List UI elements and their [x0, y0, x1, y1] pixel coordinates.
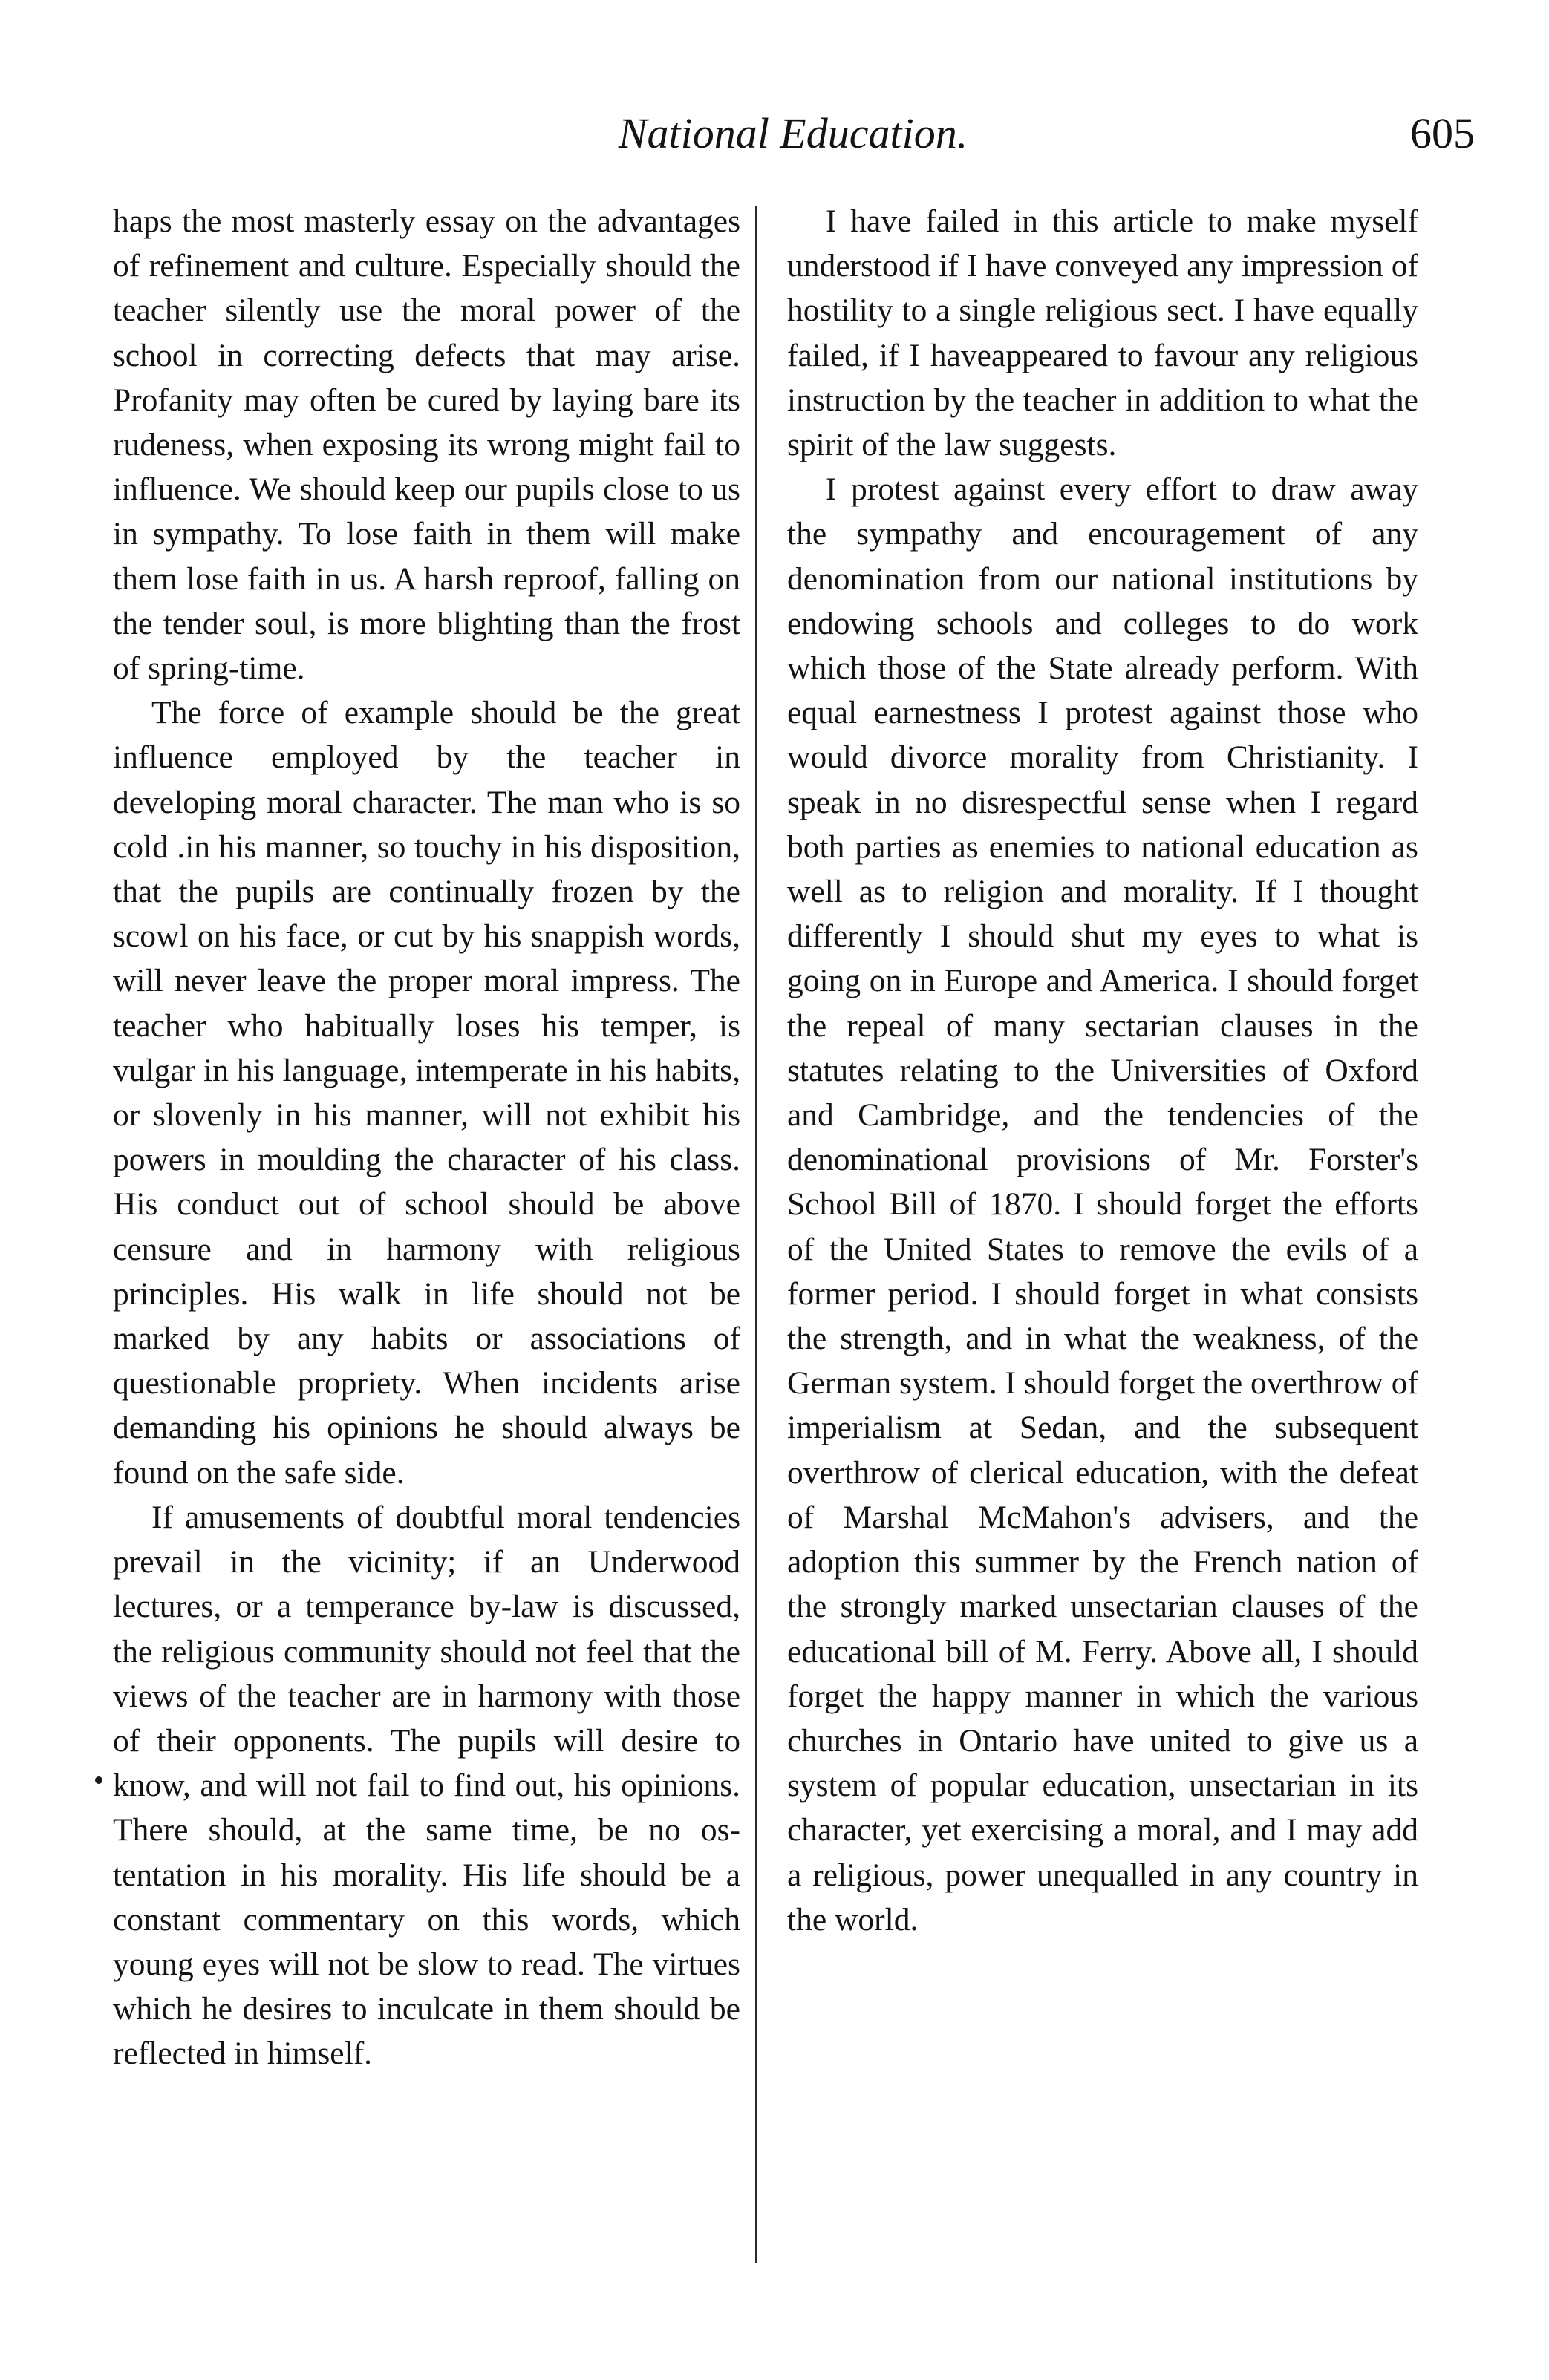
right-paragraph-1: I have failed in this article to make myself understood if I have conveyed any impression of hostility to a single religious sect. I have equally failed, if I haveappeared to favour any religious instruction by the teacher in addition to what the spirit of the law suggests.: [787, 203, 1418, 463]
right-paragraph-2: I protest against every effort to draw away the sympathy and encouragement of any denomination from our national institutions by endowing schools and colleges to do work which those of the State already perform. With equal earnestness I protest against those who would divorce morality from Christianity. I speak in no disrespectful sense when I regard both parties as enemies to national education as well as to religion and morality. If I thought differently I should shut my eyes to what is going on in Europe and America. I should forget the repeal of many sectarian clauses in the statutes relating to the Universities of Oxford and Cambridge, and the tendencies of the denominational provisions of Mr. Forster's School Bill of 1870. I should forget the efforts of the United States to remove the evils of a former period. I should forget in what consists the strength, and in what the weakness, of the German system. I should forget the overthrow of imperialism at Sedan, and the subsequent overthrow of clerical education, with the defeat of Marshal McMahon's advisers, and the adoption this summer by the French nation of the strongly marked unsectarian clauses of the educational bill of M. Ferry. Above all, I should forget the happy manner in which the various churches in Ontario have united to give us a system of popular education, unsectarian in its character, yet exercising a moral, and I may add a religious, power unequalled in any country in the world.: [787, 471, 1418, 1938]
left-paragraph-3: If amusements of doubtful moral tendencies prevail in the vicinity; if an Underwood lectures, or a temperance by-law is discussed, the religious community should not feel that the views of the teacher are in harmony with those of their opponents. The pupils will desire to know, and will not fail to find out, his opinions. There should, at the same time, be no ostentation in his morality. His life should be a constant commentary on this words, which young eyes will not be slow to read. The virtues which he desires to inculcate in them should be reflected in himself.: [113, 1499, 740, 2072]
left-paragraph-1: haps the most masterly essay on the advantages of refinement and culture. Especially should the teacher silently use the moral power of the school in correcting defects that may arise. Profanity may often be cured by laying bare its rudeness, when exposing its wrong might fail to influence. We should keep our pupils close to us in sympathy. To lose faith in them will make them lose faith in us. A harsh reproof, falling on the tender soul, is more blighting than the frost of spring-time.: [113, 203, 740, 687]
running-head: [111, 104, 1475, 163]
running-title: National Education.: [618, 109, 968, 157]
left-column: [113, 199, 740, 2076]
margin-mark: [95, 1776, 102, 1784]
left-paragraph-2: The force of example should be the great influence employed by the teacher in developing moral character. The man who is so cold .in his manner, so touchy in his disposition, that the pupils are continually frozen by the scowl on his face, or cut by his snappish words, will never leave the proper moral impress. The teacher who habitually loses his temper, is vulgar in his language, intemperate in his habits, or slovenly in his manner, will not exhibit his powers in moulding the character of his class. His conduct out of school should be above censure and in harmony with religious principles. His walk in life should not be marked by any habits or associations of questionable propriety. When incidents arise demanding his opinions he should always be found on the safe side.: [113, 695, 740, 1491]
page-number: 605: [1410, 109, 1475, 157]
column-divider: [755, 206, 757, 2263]
right-column: [787, 199, 1418, 1942]
